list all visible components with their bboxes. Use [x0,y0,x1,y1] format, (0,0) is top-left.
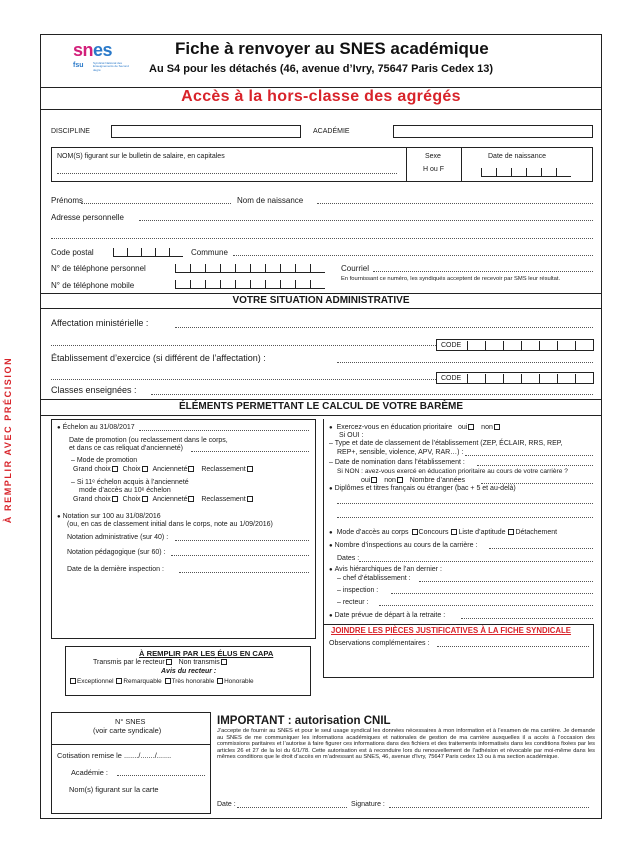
remarquable-checkbox[interactable] [116,678,122,684]
nb-annees-field[interactable] [481,483,593,484]
notation-label: ● Notation sur 100 au 31/08/2016 [57,513,161,520]
type-date-field[interactable] [465,455,593,456]
notation-peda-label: Notation pédagogique (sur 60) : [67,549,166,556]
courriel-label: Courriel [341,264,370,273]
nb-inspections-label: ● Nombre d’inspections au cours de la carrière : [329,542,477,549]
diplomes-field-2[interactable] [337,517,593,518]
date-promo-field[interactable] [191,451,309,452]
notation-label-2: (ou, en cas de classement initial dans le corps, note au 1/09/2016) [67,521,273,528]
diplomes-field[interactable] [337,503,593,504]
date-nomination-field[interactable] [477,465,593,466]
cnil-title: IMPORTANT : autorisation CNIL [217,715,391,727]
adresse-label: Adresse personnelle [51,213,124,222]
reclassement-checkbox[interactable] [247,466,253,472]
syndical-academie-field[interactable] [117,775,205,776]
side-instruction [0,310,16,570]
tel-mobile-field[interactable] [175,280,325,289]
notation-peda-field[interactable] [171,555,309,556]
bareme-title: ÉLÉMENTS PERMETTANT LE CALCUL DE VOTRE BARÈME [178,401,464,412]
date-naissance-label: Date de naissance [488,153,546,160]
notation-admin-label: Notation administrative (sur 40) : [67,534,169,541]
inspection-label: – inspection : [337,587,379,594]
cnil-signature-field[interactable] [389,807,589,808]
notation-admin-field[interactable] [175,540,309,541]
avis-label: ● Avis hiérarchiques de l’an dernier : [329,566,442,573]
code-label: CODE [441,342,462,349]
si-oui-label: Si OUI : [339,432,364,439]
inspection-field[interactable] [391,593,593,594]
code-postal-label: Code postal [51,248,94,257]
mode-acces-10-options: Grand choix Choix Ancienneté Reclassement [73,496,254,503]
date-promo-label-2: et dans ce cas reliquat d’ancienneté) [69,445,184,452]
form-sheet [40,34,602,819]
sms-note: En fournissant ce numéro, les syndiqués acceptent de recevoir par SMS leur résultat. [341,276,561,282]
discipline-label: DISCIPLINE [51,128,90,135]
si-non-non-checkbox[interactable] [397,477,403,483]
adresse-field-2[interactable] [51,238,593,239]
si-non-label: Si NON : avez-vous exercé en éducation prioritaire au cours de votre carrière ? [337,468,568,475]
academie-label: ACADÉMIE [313,128,350,135]
edu-prio-label: ● Exercez-vous en éducation prioritaire oui non [329,424,501,431]
tel-perso-field[interactable] [175,264,325,273]
nb-inspections-field[interactable] [489,548,593,549]
prenoms-label: Prénoms [51,196,84,205]
transmis-checkbox[interactable] [166,659,172,665]
noms-field[interactable] [57,173,397,174]
carte-label: (voir carte syndicale) [93,726,162,735]
code-postal-field[interactable] [113,248,183,257]
affectation-field-2[interactable] [51,345,436,346]
bareme-left-box [51,419,316,639]
recteur-label: – recteur : [337,599,369,606]
anciennete-checkbox[interactable] [188,466,194,472]
chef-field[interactable] [419,581,593,582]
header [41,35,601,85]
commune-field[interactable] [233,255,593,256]
edu-prio-non-checkbox[interactable] [494,424,500,430]
commune-label: Commune [191,248,228,257]
cnil-date-field[interactable] [237,807,347,808]
dates-field[interactable] [359,561,593,562]
noms-label: NOM(S) figurant sur le bulletin de salaire, en capitales [57,153,225,160]
cnil-signature-label: Signature : [351,801,385,808]
mode-acces-label: ● Mode d’accès au corps Concours Liste d’aptitude Détachement [329,529,557,536]
observations-field[interactable] [437,646,589,647]
situation-title: VOTRE SITUATION ADMINISTRATIVE [232,295,410,306]
echelon-field[interactable] [139,430,309,431]
type-date-label-2: REP+, sensible, violence, APV, RAR…) : [337,449,464,456]
form-title: Accès à la hors-classe des agrégés [181,88,461,105]
nom-naissance-label: Nom de naissance [237,196,304,205]
academie-field[interactable] [393,125,593,138]
mode-promo-label: – Mode de promotion [71,457,138,464]
honorable-checkbox[interactable] [217,678,223,684]
classes-field[interactable] [151,394,593,395]
cnil-text: J’accepte de fournir au SNES et pour le seul usage syndical les données nécessaires à mon information et à l’examen de ma carrière. Je demande au SNES de me communiquer les informations académiques et nationales de gestion de ma carrière auxquelles il a accès à l’occasion des commissions paritaires et l’autorise à faire figurer ces informations dans des fichiers et des traitements informatisés dans les conditions fixées par les articles 26 et 27 de la loi du 6/1/78. Cette autorisation est à reconduire lors du renouvellement de l’adhésion et révocable par moi-même dans les mêmes conditions que le droit d’accès en m’adressant au SNES, 46, avenue d’Ivry, 75647 Paris cedex 13 ou à ma section académique. [217,728,595,760]
reclassement-10-checkbox[interactable] [247,496,253,502]
date-nomination-label: – Date de nomination dans l’établissement : [329,459,465,466]
choix-10-checkbox[interactable] [142,496,148,502]
recteur-field[interactable] [379,605,593,606]
date-retraite-label: ● Date prévue de départ à la retraite : [329,612,445,619]
liste-aptitude-checkbox[interactable] [451,529,457,535]
date-retraite-field[interactable] [461,618,593,619]
snes-fsu-logo: snes fsu Syndicat National des Enseignements de Second degré [73,40,129,72]
si-non-options: oui non Nombre d’années [361,477,465,484]
edu-prio-oui-checkbox[interactable] [468,424,474,430]
courriel-field[interactable] [373,271,593,272]
tres-honorable-checkbox[interactable] [165,678,171,684]
etablissement-field-2[interactable] [51,379,436,380]
observations-label: Observations complémentaires : [329,640,430,647]
diplomes-label: ● Diplômes et titres français ou étranger (bac + 5 et au-delà) [329,485,516,492]
choix-checkbox[interactable] [142,466,148,472]
code-label-2: CODE [441,375,462,382]
sexe-label: Sexe [425,153,441,160]
adresse-field[interactable] [139,220,593,221]
detachement-checkbox[interactable] [508,529,514,535]
tel-mobile-label: N° de téléphone mobile [51,281,135,290]
avis-recteur-options: Exceptionnel Remarquable Très honorable Honorable [69,678,254,685]
transmis-options: Transmis par le recteur Non transmis [93,659,228,666]
si-non-oui-checkbox[interactable] [371,477,377,483]
syndical-academie-label: Académie : [71,768,108,777]
concours-checkbox[interactable] [412,529,418,535]
dates-label: Dates : [337,555,360,562]
echelon-label: ● Échelon au 31/08/2017 [57,424,135,431]
anciennete-10-checkbox[interactable] [188,496,194,502]
affectation-field[interactable] [175,327,593,328]
capa-title: À REMPLIR PAR LES ÉLUS EN CAPA [139,649,274,658]
inspection-date-field[interactable] [179,572,309,573]
side-instruction-text: À REMPLIR AVEC PRÉCISION [3,356,14,524]
date-naissance-field[interactable] [481,168,571,177]
nom-naissance-field[interactable] [317,203,593,204]
exceptionnel-checkbox[interactable] [70,678,76,684]
onzieme-label: – Si 11ᵉ échelon acquis à l’ancienneté [71,479,189,486]
page-title: Fiche à renvoyer au SNES académique [175,39,489,58]
date-promo-label: Date de promotion (ou reclassement dans le corps, [69,437,228,444]
avis-recteur-label: Avis du recteur : [161,668,217,675]
page-subtitle: Au S4 pour les détachés (46, avenue d’Ivry, 75647 Paris Cedex 13) [149,63,494,75]
mode-promo-options: Grand choix Choix Ancienneté Reclassement [73,466,254,473]
sexe-options: H ou F [423,166,445,173]
grand-choix-10-checkbox[interactable] [112,496,118,502]
noms-carte-label: Nom(s) figurant sur la carte [69,785,159,794]
etablissement-field[interactable] [337,362,593,363]
n-snes-label: N° SNES [115,717,146,726]
cotisation-label: Cotisation remise le ......./......./....... [57,751,172,760]
type-date-label: – Type et date de classement de l’établissement (ZEP, ÉCLAIR, RRS, REP, [329,440,563,447]
chef-label: – chef d’établissement : [337,575,411,582]
inspection-date-label: Date de la dernière inspection : [67,566,164,573]
tel-perso-label: N° de téléphone personnel [51,264,146,273]
joindre-pieces-note: JOINDRE LES PIÈCES JUSTIFICATIVES À LA FICHE SYNDICALE [331,626,572,635]
affectation-label: Affectation ministérielle : [51,318,149,328]
grand-choix-checkbox[interactable] [112,466,118,472]
prenoms-field[interactable] [81,203,231,204]
classes-label: Classes enseignées : [51,385,137,395]
discipline-field[interactable] [111,125,301,138]
non-transmis-checkbox[interactable] [221,659,227,665]
etablissement-label: Établissement d’exercice (si différent de l’affectation) : [51,353,266,363]
cnil-date-label: Date : [217,801,236,808]
onzieme-label-2: mode d’accès au 10ᵉ échelon [79,487,171,494]
